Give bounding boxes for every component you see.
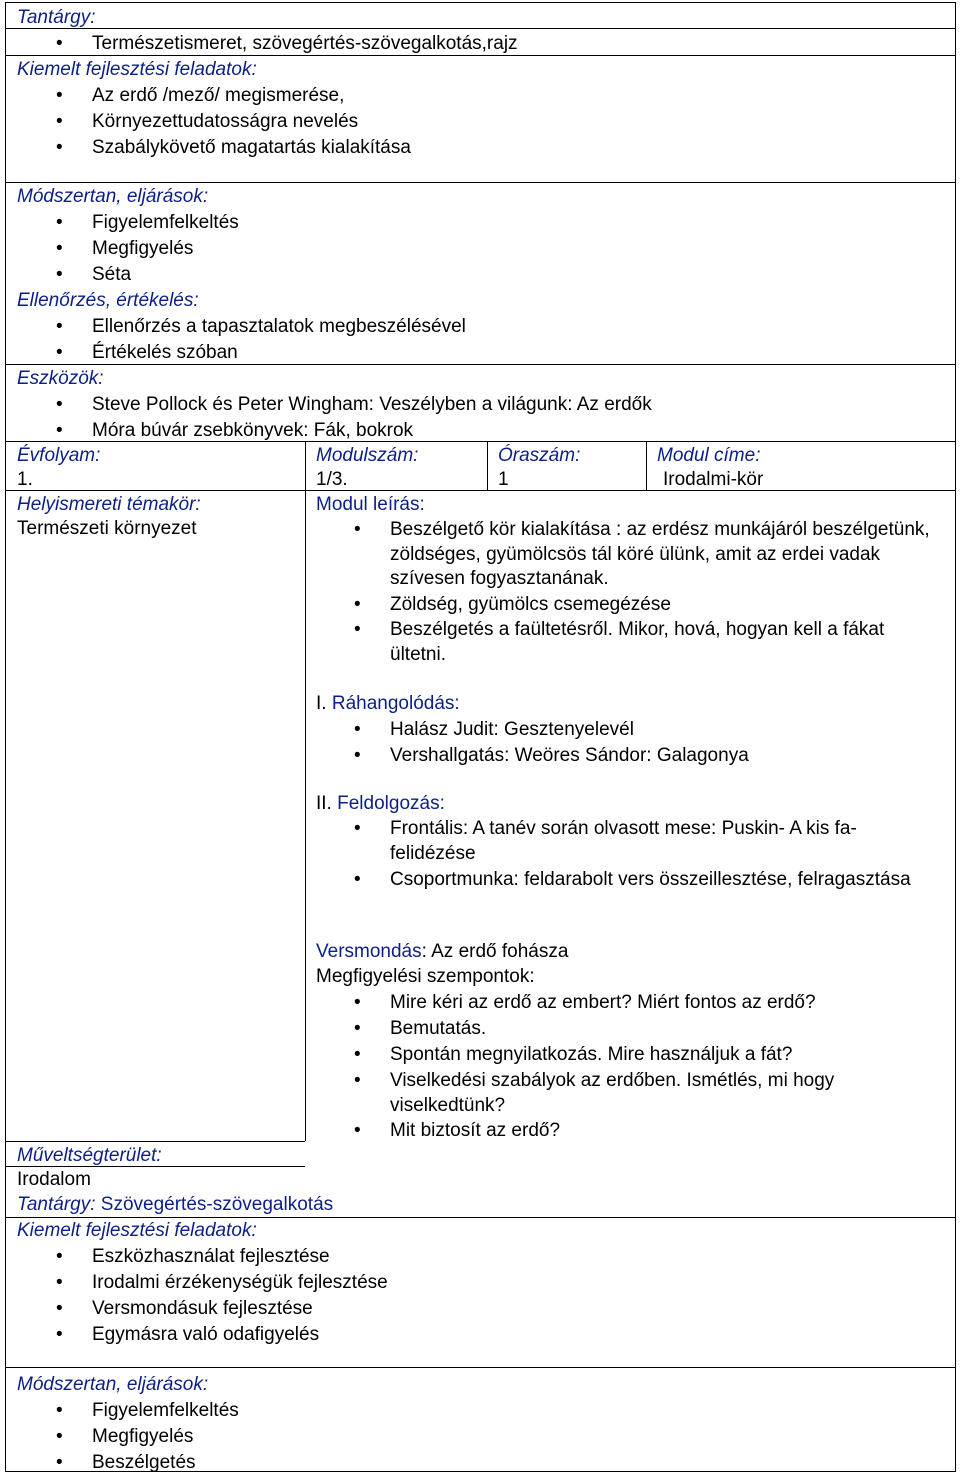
tantargy-list bbox=[56, 31, 518, 57]
rahangolodas-label: Ráhangolódás: bbox=[331, 693, 460, 714]
feldolgozas-heading bbox=[316, 791, 445, 817]
section-number: II. bbox=[316, 793, 338, 814]
eszkozok-label: Eszközök: bbox=[17, 368, 104, 389]
helyismereti-value: Természeti környezet bbox=[17, 518, 197, 539]
evfolyam-label: Évfolyam: bbox=[17, 445, 101, 466]
list-item: • Séta bbox=[56, 262, 239, 288]
eszkozok-list bbox=[56, 392, 652, 444]
tantargy2-line bbox=[17, 1192, 333, 1218]
list-item: • Szabálykövető magatartás kialakítása bbox=[56, 135, 411, 161]
tantargy2-value: Szövegértés-szövegalkotás bbox=[95, 1194, 334, 1215]
section-number: I. bbox=[316, 693, 332, 714]
list-item: • Spontán megnyilatkozás. Mire használjuk a fát? bbox=[354, 1042, 914, 1068]
list-item: • Vershallgatás: Weöres Sándor: Galagonya bbox=[354, 743, 749, 769]
modszertan2-list bbox=[56, 1398, 239, 1476]
list-item: • Beszélgető kör kialakítása : az erdész munkájáról beszélgetünk, zöldséges, gyümölcsös tál köré ülünk, amit az erdei vadak szívesen fogyasztanának. bbox=[354, 518, 944, 592]
kiemelt2-label: Kiemelt fejlesztési feladatok: bbox=[17, 1220, 257, 1241]
list-item: • Steve Pollock és Peter Wingham: Veszélyben a világunk: Az erdők bbox=[56, 392, 652, 418]
list-item: • Bemutatás. bbox=[354, 1016, 914, 1042]
list-item: • Irodalmi érzékenységük fejlesztése bbox=[56, 1270, 388, 1296]
list-item: • Beszélgetés a faültetésről. Mikor, hová, hogyan kell a fákat ültetni. bbox=[354, 618, 944, 667]
kiemelt-list bbox=[56, 83, 411, 161]
tantargy2-label: Tantárgy: bbox=[17, 1194, 96, 1215]
kiemelt2-list bbox=[56, 1244, 388, 1348]
list-item: • Egymásra való odafigyelés bbox=[56, 1322, 388, 1348]
tantargy-label: Tantárgy: bbox=[17, 7, 96, 28]
list-item: • Csoportmunka: feldarabolt vers összeillesztése, felragasztása bbox=[354, 868, 914, 893]
column-divider bbox=[487, 441, 488, 490]
list-item: • Ellenőrzés a tapasztalatok megbeszélésével bbox=[56, 314, 466, 340]
list-item: • Mit biztosít az erdő? bbox=[354, 1118, 914, 1144]
row-divider bbox=[5, 1367, 956, 1368]
modul-leiras-label: Modul leírás: bbox=[316, 494, 425, 515]
modulcim-label: Modul címe: bbox=[657, 445, 761, 466]
list-item: • Figyelemfelkeltés bbox=[56, 210, 239, 236]
list-item: • Halász Judit: Gesztenyelevél bbox=[354, 717, 749, 743]
list-item: • Zöldség, gyümölcs csemegézése bbox=[354, 593, 944, 618]
feldolgozas-label: Feldolgozás: bbox=[337, 793, 445, 814]
list-item: • Megfigyelés bbox=[56, 236, 239, 262]
list-item: • Figyelemfelkeltés bbox=[56, 1398, 239, 1424]
modulszam-value: 1/3. bbox=[316, 469, 348, 490]
versmondas-label: Versmondás bbox=[316, 941, 422, 962]
modszertan-label: Módszertan, eljárások: bbox=[17, 186, 209, 207]
modszertan-list bbox=[56, 210, 239, 288]
muveltseg-label: Műveltségterület: bbox=[17, 1145, 162, 1166]
muveltseg-value: Irodalom bbox=[17, 1169, 91, 1190]
list-item: • Eszközhasználat fejlesztése bbox=[56, 1244, 388, 1270]
list-item: • Móra búvár zsebkönyvek: Fák, bokrok bbox=[56, 418, 652, 444]
rahangolodas-heading bbox=[316, 691, 460, 717]
modszertan2-label: Módszertan, eljárások: bbox=[17, 1374, 209, 1395]
ellenorzes-label: Ellenőrzés, értékelés: bbox=[17, 290, 199, 311]
feldolgozas-list bbox=[354, 817, 914, 893]
modul-leiras-list bbox=[354, 518, 944, 667]
row-divider bbox=[5, 182, 956, 183]
list-item: • Értékelés szóban bbox=[56, 340, 466, 366]
row-divider bbox=[5, 1141, 305, 1142]
ellenorzes-list bbox=[56, 314, 466, 366]
list-item: • Versmondásuk fejlesztése bbox=[56, 1296, 388, 1322]
list-item: • Frontális: A tanév során olvasott mese: Puskin- A kis fa- felidézése bbox=[354, 817, 914, 866]
oraszam-value: 1 bbox=[498, 469, 509, 490]
row-divider bbox=[5, 490, 956, 491]
list-item: • Megfigyelés bbox=[56, 1424, 239, 1450]
megfigyelesi-list bbox=[354, 990, 914, 1144]
versmondas-line bbox=[316, 939, 568, 965]
column-divider bbox=[305, 441, 306, 1141]
list-item: • Környezettudatosságra nevelés bbox=[56, 109, 411, 135]
list-item: • Viselkedési szabályok az erdőben. Ismétlés, mi hogy viselkedtünk? bbox=[354, 1068, 914, 1118]
modulcim-value: Irodalmi-kör bbox=[663, 469, 764, 490]
oraszam-label: Óraszám: bbox=[498, 445, 581, 466]
list-item: • Mire kéri az erdő az embert? Miért fontos az erdő? bbox=[354, 990, 914, 1016]
evfolyam-value: 1. bbox=[17, 469, 33, 490]
versmondas-value: : Az erdő fohásza bbox=[421, 941, 569, 962]
list-item: • Az erdő /mező/ megismerése, bbox=[56, 83, 411, 109]
list-item: • Természetismeret, szövegértés-szövegalkotás,rajz bbox=[56, 31, 518, 57]
list-item: • Beszélgetés bbox=[56, 1450, 239, 1476]
rahangolodas-list bbox=[354, 717, 749, 769]
column-divider bbox=[646, 441, 647, 490]
modulszam-label: Modulszám: bbox=[316, 445, 419, 466]
row-divider bbox=[5, 28, 956, 29]
megfigyelesi-label: Megfigyelési szempontok: bbox=[316, 966, 535, 987]
kiemelt-label: Kiemelt fejlesztési feladatok: bbox=[17, 59, 257, 80]
helyismereti-label: Helyismereti témakör: bbox=[17, 494, 201, 515]
